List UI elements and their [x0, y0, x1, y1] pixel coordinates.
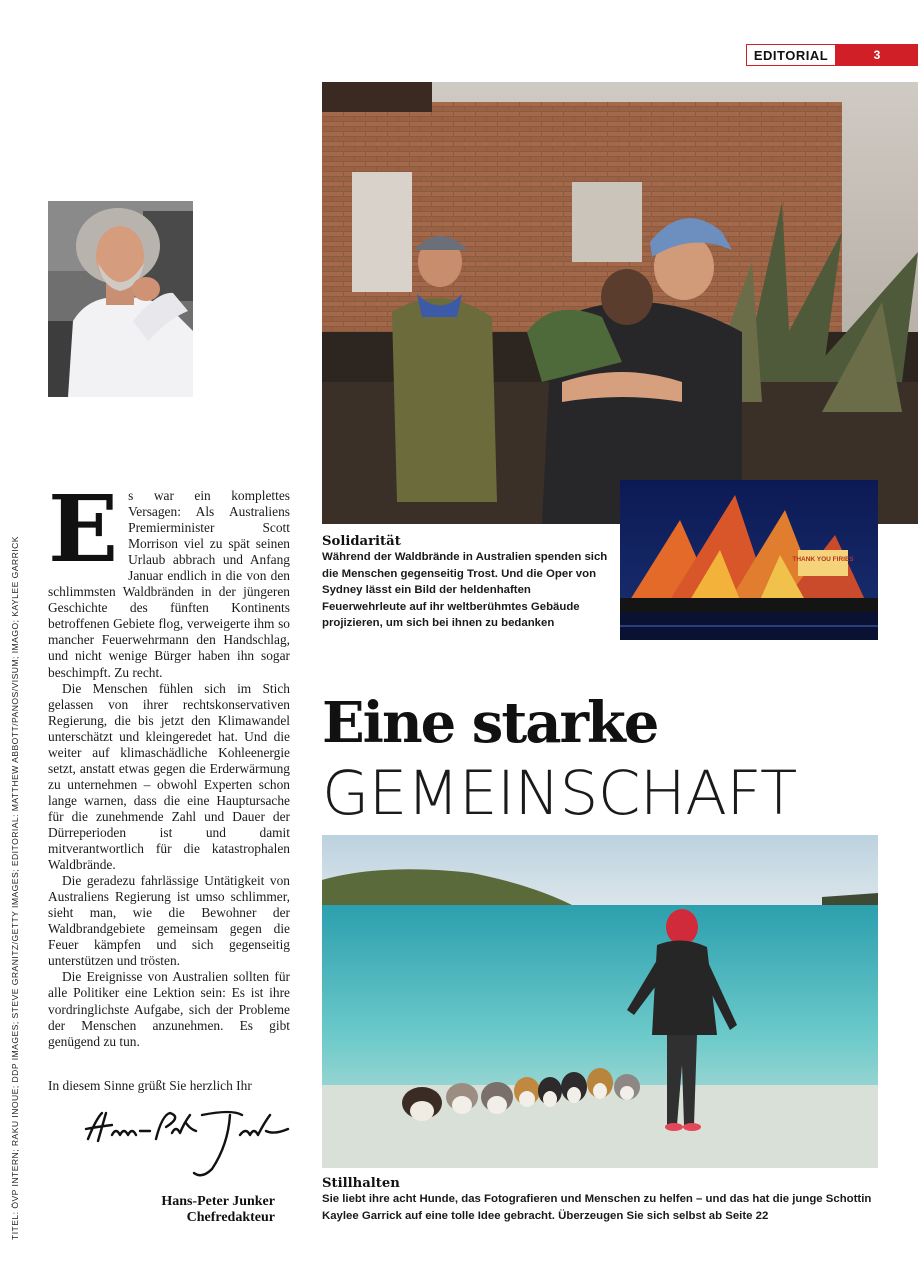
headline-line-1: Eine starke [322, 690, 658, 756]
section-label: EDITORIAL [746, 44, 836, 66]
author-role: Chefredakteur [186, 1210, 275, 1225]
paragraph: Die Ereignisse von Australien sollten für alle Politiker eine Lektion sein: Es ist ihre vordringlichste Aufgabe, sich der Probleme der Menschen anzunehmen. Es gibt genügend zu tun. [48, 969, 290, 1049]
paragraph: Die geradezu fahrlässige Untätigkeit von Australiens Regierung ist umso schlimmer, sieht man, wie die Bewohner der Waldbrandgebiete gemeinsam gegen die Feuer kämpfen und sich gegenseitig unterstützen und trösten. [48, 873, 290, 969]
author-name: Hans-Peter Junker [161, 1194, 275, 1209]
author-credit [100, 1194, 275, 1226]
photo-credits: TITEL: ÖVP INTERN; RAKU INOUE; DDP IMAGES; STEVE GRANITZ/GETTY IMAGES; EDITORIAL: MATTHEW ABBOTT/PANOS/VISUM; IMAGO; KAYLEE GARRICK [10, 536, 20, 1240]
beach-dogs-photo [322, 835, 878, 1168]
page-number: 3 [836, 44, 918, 66]
author-signature [82, 1105, 297, 1185]
opera-house-photo [620, 480, 878, 640]
photo-caption-solidarity [322, 534, 612, 632]
paragraph: Die Menschen fühlen sich im Stich gelassen von ihrer rechtskonservativen Regierung, die bis jetzt den Klimawandel unterschätzt und kleingeredet hat. Und die weiter auf klimaschädliche Kohleenergie setzt, anstatt etwas gegen die Erderwärmung zu unternehmen – obwohl Experten schon lange warnen, dass die eine Hauptursache für die zunehmende Zahl und Dauer der Dürreperioden ist und damit mitverantwortlich für die katastrophalen Waldbrände. [48, 680, 290, 873]
caption-text: Während der Waldbrände in Australien spenden sich die Menschen gegenseitig Trost. Und die Oper von Sydney lässt ein Bild der heldenhaften Feuerwehrleute auf ihr weltberühmtes Gebäude projizieren, um sich bei ihnen zu bedanken [322, 551, 608, 629]
paragraph: s war ein komplettes Versagen: Als Australiens Premierminister Scott Morrison viel zu spät seinen Urlaub abbrach und Anfang Januar endlich in die von den schlimmsten Waldbränden in der jüngeren Geschichte des fünften Kontinents betroffenen Gebiete flog, verweigerte ihm so mancher Feuerwehrmann den Handschlag, und nicht wenige Bürger haben ihn sogar beschimpft. Zu recht. [48, 488, 290, 680]
bushfire-photo [322, 82, 918, 524]
photo-caption-stillhalten [322, 1176, 882, 1224]
caption-text: Sie liebt ihre acht Hunde, das Fotografieren und Menschen zu helfen – und das hat die junge Schottin Kaylee Garrick auf eine tolle Idee gebracht. Überzeugen Sie sich selbst ab Seite 22 [322, 1193, 872, 1222]
caption-title: Stillhalten [322, 1176, 400, 1191]
opera-banner-text: THANK YOU FIRIES [792, 556, 854, 563]
greeting: In diesem Sinne grüßt Sie herzlich Ihr [48, 1078, 252, 1093]
headline-line-2: GEMEINSCHAFT [322, 758, 797, 829]
caption-title: Solidarität [322, 534, 401, 549]
section-header [746, 44, 918, 66]
author-portrait [48, 201, 193, 397]
editorial-body [48, 475, 290, 1050]
drop-cap: E [48, 475, 119, 583]
